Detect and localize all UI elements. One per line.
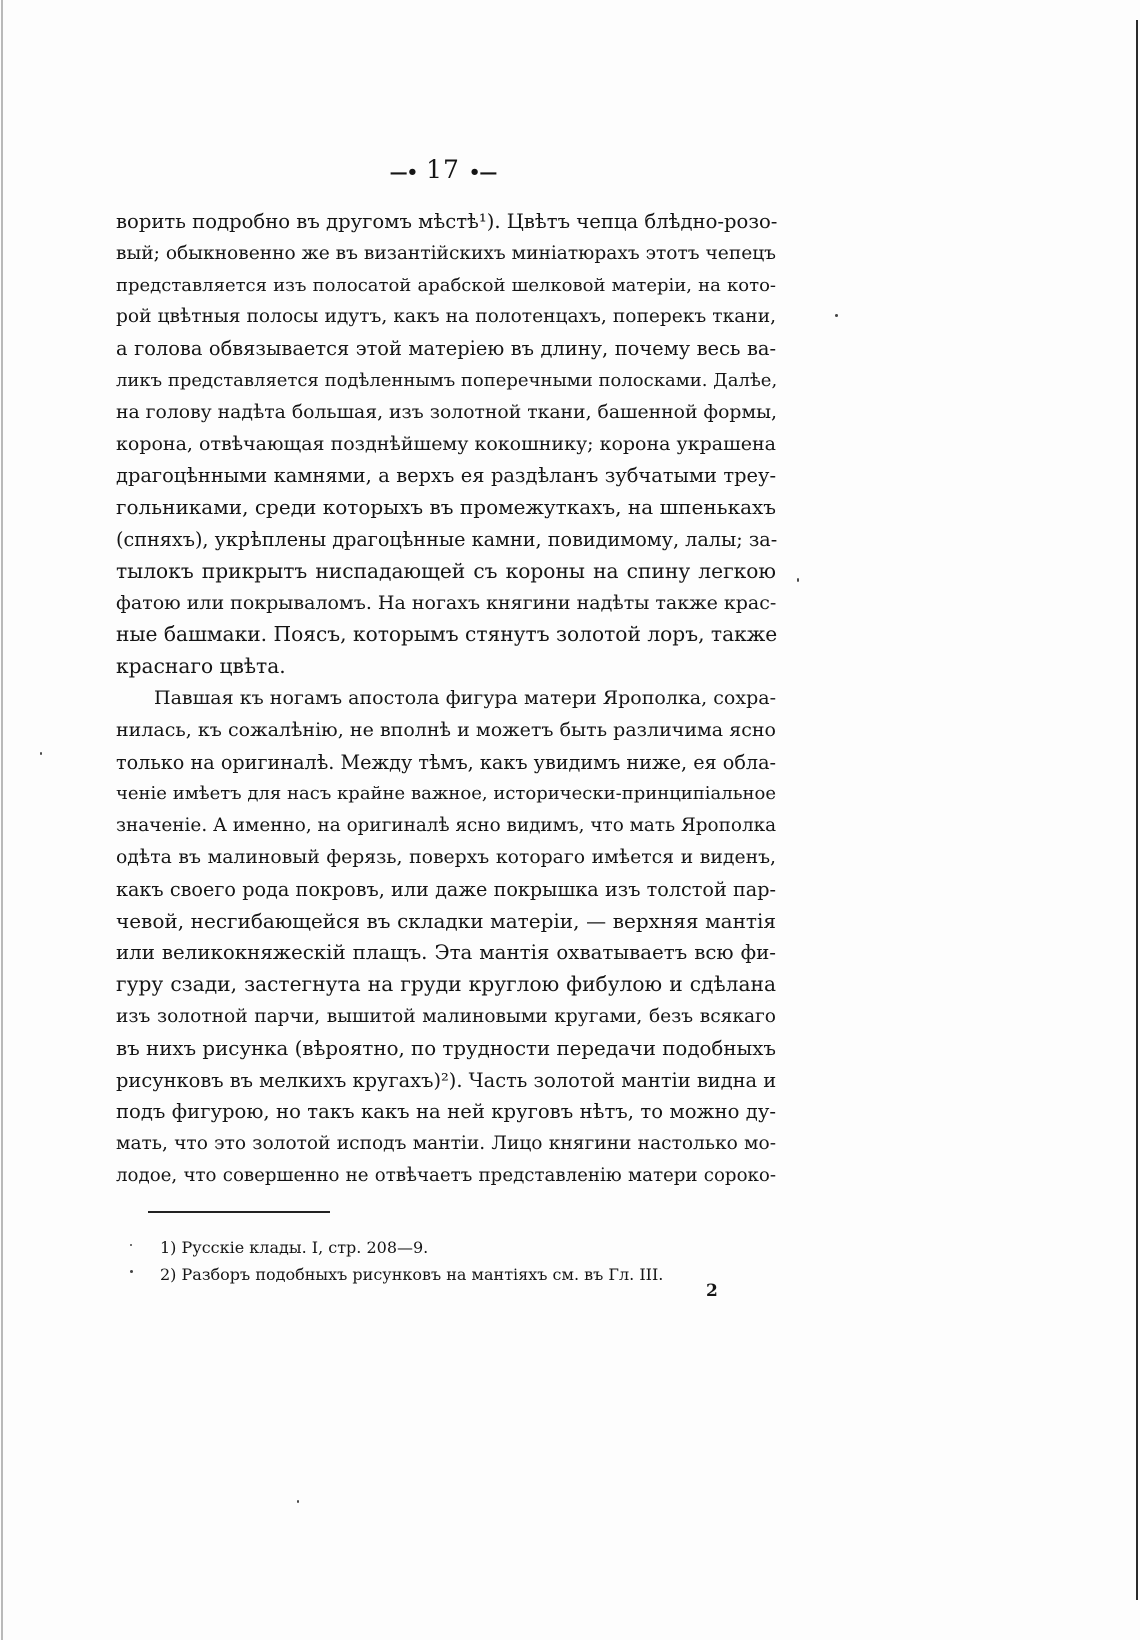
text-line: мать, что это золотой исподъ мантіи. Лицо княгини настолько мо- [116,1133,776,1155]
text-line-paragraph-end: краснаго цвѣта. [116,654,286,679]
text-line: ные башмаки. Поясъ, которымъ стянутъ золотой лоръ, также [116,622,778,647]
scan-speck [130,1244,132,1246]
signature-mark: 2 [706,1281,718,1301]
text-line: нилась, къ сожалѣнію, не вполнѣ и можетъ быть различима ясно [116,718,776,741]
footnotes [160,1234,720,1288]
ornament-right-icon: •— [468,162,497,183]
text-line: какъ своего рода покровъ, или даже покрышка изъ толстой пар- [116,877,776,901]
text-line: ворить подробно въ другомъ мѣстѣ¹). Цвѣтъ чепца блѣдно-розо- [116,210,778,233]
text-line: гуру сзади, застегнута на груди круглою фибулою и сдѣлана [116,972,776,997]
footnote-1: 1) Русскіе клады. I, стр. 208—9. [160,1238,429,1257]
ornament-left-icon: —• [389,162,418,183]
text-line: рой цвѣтныя полосы идутъ, какъ на полотенцахъ, поперекъ ткани, [116,306,776,328]
text-line: на голову надѣта большая, изъ золотной ткани, башенной формы, [116,401,777,423]
page-number: 17 [426,155,460,184]
page-header [380,150,506,190]
footnote-2: 2) Разборъ подобныхъ рисунковъ на мантіяхъ см. въ Гл. III. [160,1265,664,1284]
text-line: (спняхъ), укрѣплены драгоцѣнные камни, повидимому, лалы; за- [116,527,778,551]
body-text [116,206,776,1192]
text-line: вый; обыкновенно же въ византійскихъ миніатюрахъ этотъ чепецъ [116,242,776,264]
text-line: изъ золотной парчи, вышитой малиновыми кругами, безъ всякаго [116,1005,776,1027]
text-line: гольниками, среди которыхъ въ промежуткахъ, на шпенькахъ [116,495,776,520]
scan-speck [835,314,838,317]
scan-speck [797,578,799,582]
scan-speck [130,1270,133,1273]
text-line: значеніе. А именно, на оригиналѣ ясно видимъ, что мать Ярополка [116,815,777,837]
text-line: подъ фигурою, но такъ какъ на ней круговъ нѣтъ, то можно ду- [116,1100,776,1124]
text-line: а голова обвязывается этой матеріею въ длину, почему весь ва- [116,337,776,361]
footnote-divider [148,1211,330,1213]
text-line: только на оригиналѣ. Между тѣмъ, какъ увидимъ ниже, ея обла- [116,750,776,774]
scan-speck [40,752,42,755]
text-line: одѣта въ малиновый ферязь, поверхъ котораго имѣется и виденъ, [116,846,776,868]
text-line: корона, отвѣчающая позднѣйшему кокошнику; корона украшена [116,432,776,455]
text-line: ликъ представляется подѣленнымъ поперечными полосками. Далѣе, [116,369,778,391]
text-line: фатою или покрываломъ. На ногахъ княгини надѣты также крас- [116,591,777,614]
scan-edge-right [1136,20,1138,1600]
text-line: драгоцѣнными камнями, а верхъ ея раздѣланъ зубчатыми треу- [116,464,776,488]
text-line: представляется изъ полосатой арабской шелковой матеріи, на кото- [116,274,776,296]
text-line-paragraph-start: Павшая къ ногамъ апостола фигура матери Ярополка, сохра- [154,686,776,709]
text-line: тылокъ прикрытъ ниспадающей съ короны на спину легкою [116,558,776,583]
text-line: или великокняжескій плащъ. Эта мантія охватываетъ всю фи- [116,941,776,965]
text-line: лодое, что совершенно не отвѣчаетъ представленію матери сороко- [116,1164,776,1186]
text-line: въ нихъ рисунка (вѣроятно, по трудности передачи подобныхъ [116,1036,776,1060]
scan-edge-left [1,0,3,1640]
text-line: рисунковъ въ мелкихъ кругахъ)²). Часть золотой мантіи видна и [116,1068,777,1092]
text-line: ченіе имѣетъ для насъ крайне важное, исторически-принципіальное [116,783,776,805]
text-line: чевой, несгибающейся въ складки матеріи, — верхняя мантія [116,908,776,933]
scan-speck [297,1500,299,1503]
